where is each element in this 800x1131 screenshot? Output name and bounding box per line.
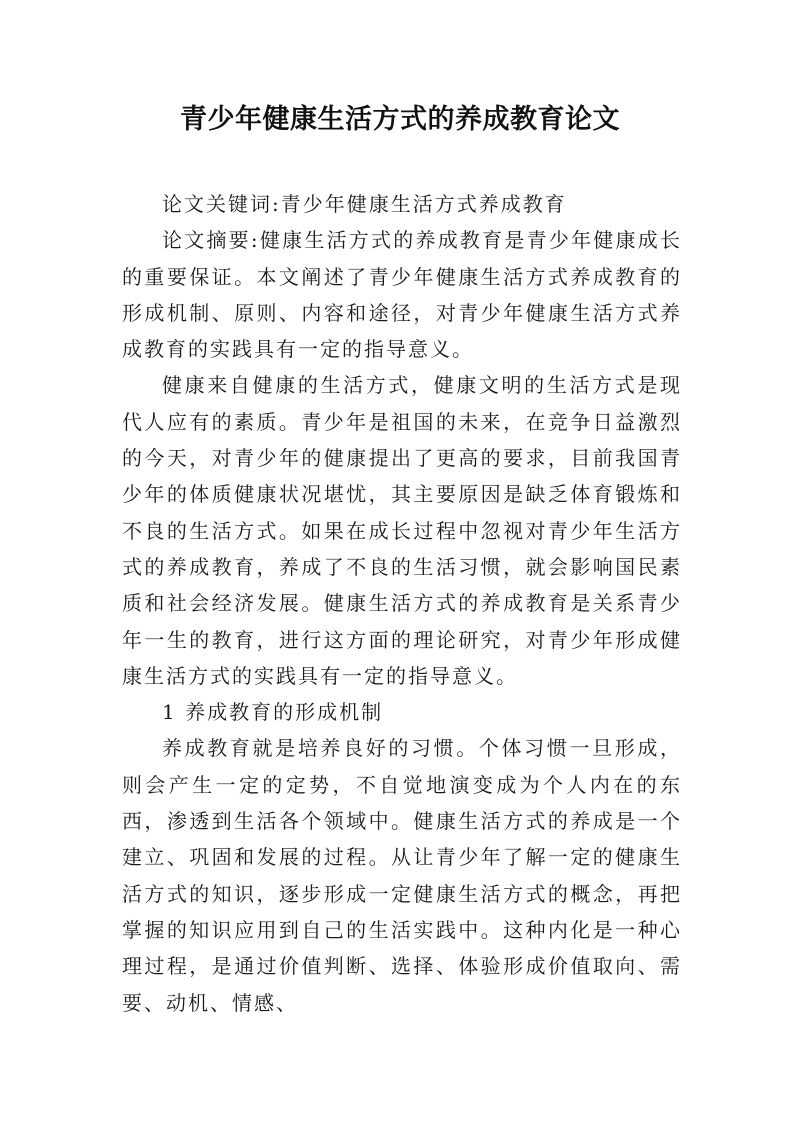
section-heading: 1 养成教育的形成机制 [162, 700, 384, 725]
keywords-paragraph: 论文关键词:青少年健康生活方式养成教育 [162, 192, 567, 216]
document-body [122, 186, 682, 1021]
intro-paragraph: 健康来自健康的生活方式，健康文明的生活方式是现代人应有的素质。青少年是祖国的未来，在竞争日益激烈的今天，对青少年的健康提出了更高的要求，目前我国青少年的体质健康状况堪忧，其主要原因是缺乏体育锻炼和不良的生活方式。如果在成长过程中忽视对青少年生活方式的养成教育，养成了不良的生活习惯，就会影响国民素质和社会经济发展。健康生活方式的养成教育是关系青少年一生的教育，进行这方面的理论研究，对青少年形成健康生活方式的实践具有一定的指导意义。 [122, 373, 682, 688]
section-paragraph: 养成教育就是培养良好的习惯。个体习惯一旦形成，则会产生一定的定势，不自觉地演变成为个人内在的东西，渗透到生活各个领域中。健康生活方式的养成是一个建立、巩固和发展的过程。从让青少年了解一定的健康生活方式的知识，逐步形成一定健康生活方式的概念，再把掌握的知识应用到自己的生活实践中。这种内化是一种心理过程，是通过价值判断、选择、体验形成价值取向、需要、动机、情感、 [122, 736, 682, 1015]
abstract-paragraph: 论文摘要:健康生活方式的养成教育是青少年健康成长的重要保证。本文阐述了青少年健康生活方式养成教育的形成机制、原则、内容和途径，对青少年健康生活方式养成教育的实践具有一定的指导意义。 [122, 228, 682, 362]
document-title: 青少年健康生活方式的养成教育论文 [180, 104, 620, 135]
